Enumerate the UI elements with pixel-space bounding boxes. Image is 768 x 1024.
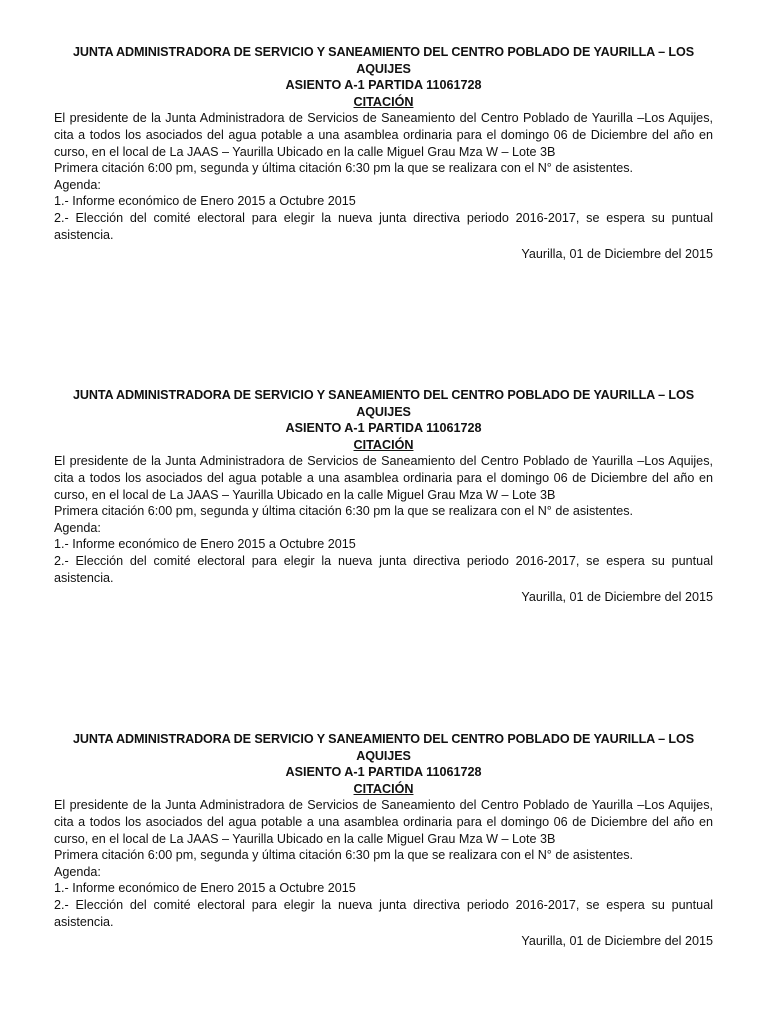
agenda-item-2: 2.- Elección del comité electoral para elegir la nueva junta directiva periodo 2016-2017, se espera su puntual asistencia. xyxy=(54,553,713,585)
agenda-label: Agenda: xyxy=(54,864,101,879)
agenda-label: Agenda: xyxy=(54,177,101,192)
notice-body: El presidente de la Junta Administradora de Servicios de Saneamiento del Centro Poblado de Yaurilla –Los Aquijes, cita a todos los asociados del agua potable a una asamblea ordinaria para el domingo 06 de Diciembre del año en curso, en el local de La JAAS – Yaurilla Ubicado en la calle Miguel Grau Mza W – Lote 3B xyxy=(54,798,713,846)
agenda-item-2: 2.- Elección del comité electoral para elegir la nueva junta directiva periodo 2016-2017, se espera su puntual asistencia. xyxy=(54,210,713,242)
agenda-label: Agenda: xyxy=(54,520,101,535)
registry-line: ASIENTO A-1 PARTIDA 11061728 xyxy=(285,421,482,436)
notice-body: El presidente de la Junta Administradora de Servicios de Saneamiento del Centro Poblado de Yaurilla –Los Aquijes, cita a todos los asociados del agua potable a una asamblea ordinaria para el domingo 06 de Diciembre del año en curso, en el local de La JAAS – Yaurilla Ubicado en la calle Miguel Grau Mza W – Lote 3B xyxy=(54,111,713,159)
citation-notice-2 xyxy=(54,387,713,606)
agenda-item-1: 1.- Informe económico de Enero 2015 a Octubre 2015 xyxy=(54,881,356,896)
citation-notice-1 xyxy=(54,44,713,263)
agenda-item-1: 1.- Informe económico de Enero 2015 a Octubre 2015 xyxy=(54,194,356,209)
date-line: Yaurilla, 01 de Diciembre del 2015 xyxy=(521,247,713,262)
registry-line: ASIENTO A-1 PARTIDA 11061728 xyxy=(285,765,482,780)
citation-heading: CITACIÓN xyxy=(353,94,414,109)
notice-title: JUNTA ADMINISTRADORA DE SERVICIO Y SANEAMIENTO DEL CENTRO POBLADO DE YAURILLA – LOS AQUIJES xyxy=(73,45,694,76)
registry-line: ASIENTO A-1 PARTIDA 11061728 xyxy=(285,78,482,93)
agenda-item-2: 2.- Elección del comité electoral para elegir la nueva junta directiva periodo 2016-2017, se espera su puntual asistencia. xyxy=(54,897,713,929)
notice-body: El presidente de la Junta Administradora de Servicios de Saneamiento del Centro Poblado de Yaurilla –Los Aquijes, cita a todos los asociados del agua potable a una asamblea ordinaria para el domingo 06 de Diciembre del año en curso, en el local de La JAAS – Yaurilla Ubicado en la calle Miguel Grau Mza W – Lote 3B xyxy=(54,454,713,502)
agenda-item-1: 1.- Informe económico de Enero 2015 a Octubre 2015 xyxy=(54,537,356,552)
date-line: Yaurilla, 01 de Diciembre del 2015 xyxy=(521,934,713,949)
date-line: Yaurilla, 01 de Diciembre del 2015 xyxy=(521,590,713,605)
notice-title: JUNTA ADMINISTRADORA DE SERVICIO Y SANEAMIENTO DEL CENTRO POBLADO DE YAURILLA – LOS AQUIJES xyxy=(73,732,694,763)
schedule-line: Primera citación 6:00 pm, segunda y última citación 6:30 pm la que se realizara con el N° de asistentes. xyxy=(54,848,634,863)
citation-heading: CITACIÓN xyxy=(353,781,414,796)
citation-notice-3 xyxy=(54,731,713,950)
notice-title: JUNTA ADMINISTRADORA DE SERVICIO Y SANEAMIENTO DEL CENTRO POBLADO DE YAURILLA – LOS AQUIJES xyxy=(73,388,694,419)
schedule-line: Primera citación 6:00 pm, segunda y última citación 6:30 pm la que se realizara con el N° de asistentes. xyxy=(54,504,634,519)
citation-heading: CITACIÓN xyxy=(353,437,414,452)
schedule-line: Primera citación 6:00 pm, segunda y última citación 6:30 pm la que se realizara con el N° de asistentes. xyxy=(54,161,634,176)
